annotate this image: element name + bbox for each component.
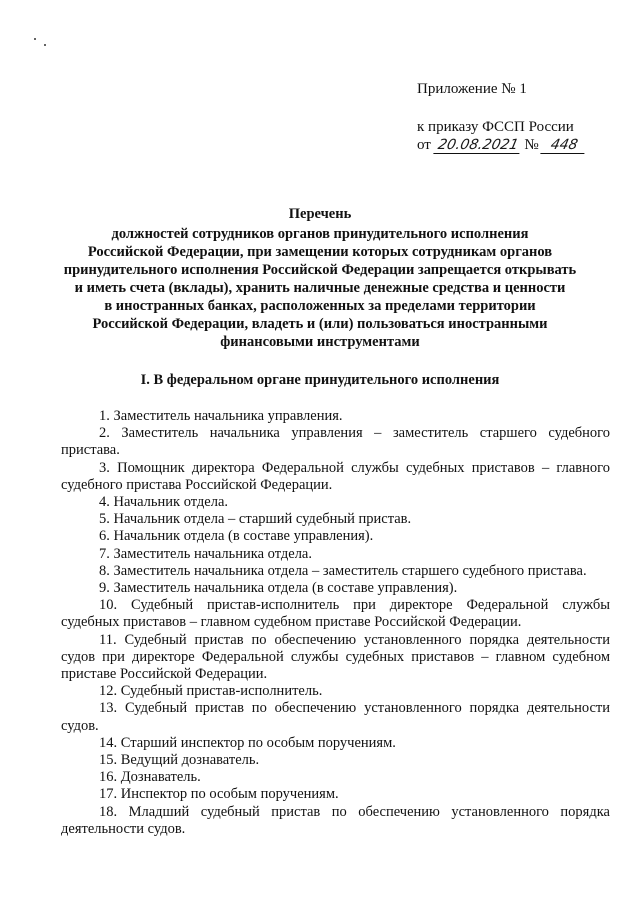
title-line: в иностранных банках, расположенных за пределами территории <box>104 298 536 314</box>
from-label: от <box>417 137 431 153</box>
title-line: Российской Федерации, при замещении которых сотрудникам органов <box>87 244 553 260</box>
scan-speck <box>44 44 46 46</box>
list-item: 2. Заместитель начальника управления – заместитель старшего судебного пристава. <box>61 425 610 459</box>
list-item: 1. Заместитель начальника управления. <box>99 408 343 424</box>
order-date-number <box>417 136 586 154</box>
list-item: 5. Начальник отдела – старший судебный пристав. <box>99 511 412 528</box>
title-heading: Перечень <box>288 206 352 222</box>
list-item: 17. Инспектор по особым поручениям. <box>99 786 339 803</box>
list-item: 8. Заместитель начальника отдела – заместитель старшего судебного пристава. <box>99 562 587 579</box>
list-item: 6. Начальник отдела (в составе управления). <box>99 528 374 545</box>
list-item: 9. Заместитель начальника отдела (в составе управления). <box>99 580 458 597</box>
appendix-label: Приложение № 1 <box>417 81 527 97</box>
list-item: 16. Дознаватель. <box>99 769 201 786</box>
number-label: № <box>524 137 539 153</box>
title-line: и иметь счета (вклады), хранить наличные денежные средства и ценности <box>74 280 566 296</box>
handwritten-date: 20.08.2021 <box>433 138 522 154</box>
handwritten-number: 448 <box>541 138 588 154</box>
section-heading: I. В федеральном органе принудительного исполнения <box>140 372 500 388</box>
title-line: Российской Федерации, владеть и (или) пользоваться иностранными <box>92 316 548 332</box>
scan-speck <box>34 38 36 40</box>
list-item: 11. Судебный пристав по обеспечению установленного порядка деятельности судов при директоре Федеральной службы судебных приставов – главном судебном приставе Российской Федерации. <box>61 631 610 683</box>
list-item: 13. Судебный пристав по обеспечению установленного порядка деятельности судов. <box>61 700 610 734</box>
list-item: 14. Старший инспектор по особым поручениям. <box>99 734 396 751</box>
list-item: 4. Начальник отдела. <box>99 494 229 511</box>
list-item: 7. Заместитель начальника отдела. <box>99 545 312 562</box>
title-line: принудительного исполнения Российской Федерации запрещается открывать <box>63 262 577 278</box>
list-item: 15. Ведущий дознаватель. <box>99 752 260 769</box>
title-line: финансовыми инструментами <box>220 334 420 350</box>
list-item: 18. Младший судебный пристав по обеспечению установленного порядка деятельности судов. <box>61 803 610 837</box>
list-item: 3. Помощник директора Федеральной службы судебных приставов – главного судебного пристава Российской Федерации. <box>61 459 610 493</box>
document-title <box>40 205 600 351</box>
list-item: 10. Судебный пристав-исполнитель при директоре Федеральной службы судебных приставов – главном судебном приставе Российской Федерации. <box>61 597 610 631</box>
positions-list <box>61 408 610 838</box>
title-line: должностей сотрудников органов принудительного исполнения <box>111 226 529 242</box>
order-reference: к приказу ФССП России <box>417 119 574 135</box>
appendix-header <box>417 80 586 154</box>
list-item: 12. Судебный пристав-исполнитель. <box>99 683 323 700</box>
